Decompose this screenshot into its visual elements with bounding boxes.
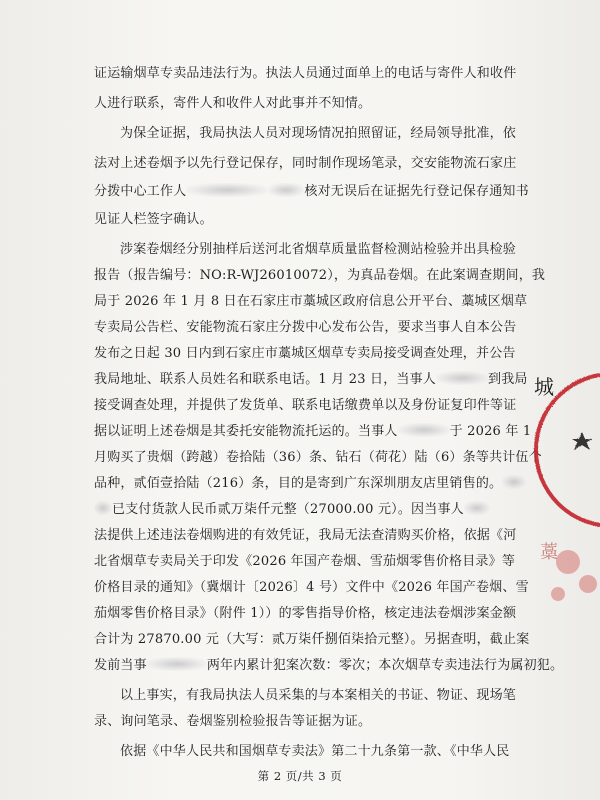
redaction-blur — [186, 183, 268, 197]
red-seal-stamp — [528, 372, 600, 612]
text-line — [94, 628, 529, 652]
text-line — [94, 92, 371, 116]
text-span: 法提供上述违法卷烟购进的有效凭证，我局无法查清购买价格，依据《河 — [94, 528, 517, 543]
text-line: 依据《中华人民共和国烟草专卖法》第二十九条第一款、《中华人民 — [120, 744, 510, 759]
text-line — [94, 524, 516, 548]
text-span: 品种，贰佰壹拾陆（216）条，目的是寄到广东深圳朋友店里销售的。 — [94, 476, 503, 491]
text-span: 以上事实，有我局执法人员采集的与本案相关的书证、物证、现场笔 — [120, 688, 517, 703]
text-span: 于 2026 年 1 — [449, 424, 532, 439]
text-line — [94, 550, 515, 574]
text-line — [94, 576, 529, 600]
redaction-blur — [268, 183, 304, 197]
redaction-blur — [147, 657, 207, 671]
text-span: 证运输烟草专卖品违法行为。执法人员通过面单上的电话与寄件人和收件 — [94, 66, 517, 81]
text-span: 我局地址、联系人员姓名和联系电话。1 月 23 日，当事人 — [94, 372, 437, 387]
text-span: 分拨中心工作人 — [94, 184, 187, 199]
text-span: 法对上述卷烟予以先行登记保存，同时制作现场笔录，交安能物流石家庄 — [94, 156, 517, 171]
text-span: 专卖局公告栏、安能物流石家庄分拨中心发布公告，要求当事人自本公告 — [94, 320, 517, 335]
text-line — [94, 152, 516, 176]
text-span: 发前当事 — [94, 658, 147, 673]
text-line — [94, 316, 516, 340]
text-line — [94, 602, 516, 626]
text-line — [94, 180, 529, 204]
text-line — [94, 420, 531, 444]
text-line — [94, 62, 516, 86]
text-line — [120, 684, 516, 708]
text-span: 核对无误后在证据先行登记保存通知书 — [304, 184, 529, 199]
text-span: 为保全证据，我局执法人员对现场情况拍照留证，经局领导批准，依 — [120, 126, 517, 141]
redaction-blur — [436, 371, 488, 385]
text-span: 茄烟零售价格目录》（附件 1））的零售指导价格，核定违法卷烟涉案金额 — [94, 606, 517, 621]
text-line — [94, 264, 545, 288]
text-line — [94, 342, 516, 366]
text-span: 已支付货款人民币贰万柒仟元整（27000.00 元）。因当事人 — [112, 502, 464, 517]
text-line — [94, 290, 527, 314]
text-span: 据以证明上述卷烟是其委托安能物流托运的。当事人 — [94, 424, 398, 439]
text-span: 报告（报告编号：NO:R-WJ26010072），为真品卷烟。在此案调查期间，我 — [94, 268, 546, 283]
text-line: 录、询问笔录、卷烟鉴别检验报告等证据为证。 — [94, 714, 372, 729]
seal-char: 城 — [534, 375, 554, 399]
text-span: 月购买了贵烟（跨越）卷拾陆（36）条、钻石（荷花）陆（6）条等共计伍个 — [94, 450, 542, 465]
text-line — [120, 238, 516, 262]
text-line — [94, 446, 542, 470]
text-span: 接受调查处理，并提供了发货单、联系电话缴费单以及身份证复印件等证 — [94, 398, 517, 413]
text-line — [94, 208, 213, 232]
text-span: 局于 2026 年 1 月 8 日在石家庄市藁城区政府信息公开平台、藁城区烟草 — [94, 294, 528, 309]
redaction-blur — [94, 501, 112, 515]
redaction-blur — [398, 423, 450, 437]
text-span: 人进行联系，寄件人和收件人对此事并不知情。 — [94, 96, 372, 111]
text-line — [94, 472, 526, 496]
page-footer: 第 2 页/共 3 页 — [257, 769, 343, 783]
redaction-blur — [502, 475, 526, 489]
seal-icon — [528, 372, 600, 612]
redaction-blur — [464, 501, 490, 515]
text-line — [94, 498, 490, 522]
text-span: 发布之日起 30 日内到石家庄市藁城区烟草专卖局接受调查处理，并公告 — [94, 346, 516, 361]
text-span: 合计为 27870.00 元（大写：贰万柒仟捌佰柒拾元整）。另据查明，截止案 — [94, 632, 530, 647]
text-line — [94, 394, 516, 418]
text-span: 北省烟草专卖局关于印发《2026 年国产卷烟、雪茄烟零售价格目录》等 — [94, 554, 516, 569]
text-line — [94, 654, 563, 678]
text-span: 到我局 — [488, 372, 528, 387]
text-span: 价格目录的通知》（冀烟计〔2026〕4 号）文件中《2026 年国产卷烟、雪 — [94, 580, 529, 595]
text-span: 涉案卷烟经分别抽样后送河北省烟草质量监督检测站检验并出具检验 — [120, 242, 517, 257]
seal-char: 藁 — [540, 542, 558, 563]
text-span: 两年内累计犯案次数：零次；本次烟草专卖违法行为属初犯。 — [206, 658, 564, 673]
text-line — [120, 122, 516, 146]
text-span: 见证人栏签字确认。 — [94, 212, 213, 227]
text-line — [94, 368, 528, 392]
